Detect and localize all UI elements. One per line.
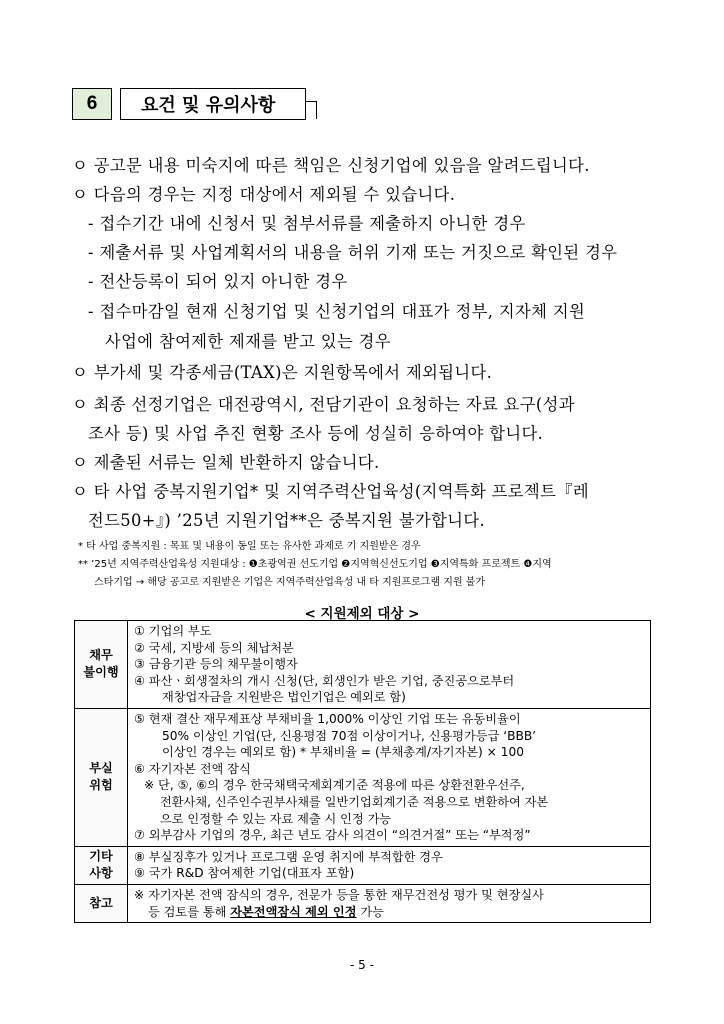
body-line: - 접수기간 내에 신청서 및 첨부서류를 제출하지 아니한 경우 [88, 214, 526, 233]
section-number: 6 [72, 88, 112, 120]
list-item: ② 국세, 지방세 등의 체납처분 [134, 640, 294, 655]
list-item: ※ 자기자본 전액 잠식의 경우, 전문가 등을 통한 재무건전성 평가 및 현장실사 [134, 887, 544, 902]
list-item: 이상인 경우는 예외로 함) * 부채비율 = (부채총계/자기자본) × 100 [162, 745, 525, 760]
body-line: - 접수마감일 현재 신청기업 및 신청기업의 대표가 정부, 지자체 지원 [88, 302, 586, 321]
header-fold-decoration [305, 101, 317, 119]
section-title-text: 요건 및 유의사항 [141, 95, 276, 116]
list-item: ※ 단, ⑤, ⑥의 경우 한국채택국제회계기준 적용에 따른 상환전환우선주, [144, 778, 525, 793]
list-item: ⑤ 현재 결산 재무제표상 부채비율 1,000% 이상인 기업 또는 유동비율이 [134, 711, 521, 726]
table-row [75, 884, 651, 922]
list-item: ④ 파산ㆍ회생절차의 개시 신청(단, 회생인가 받은 기업, 중진공으로부터 [134, 673, 515, 688]
body-line: - 전산등록이 되어 있지 아니한 경우 [88, 272, 348, 291]
items-cell [128, 621, 651, 709]
category-cell [75, 884, 128, 922]
category-label: 기타 사항 [89, 849, 113, 881]
section-title [120, 88, 306, 120]
body-line: - 제출서류 및 사업계획서의 내용을 허위 기재 또는 거짓으로 확인된 경우 [88, 243, 618, 262]
list-item: ① 기업의 부도 [134, 624, 212, 638]
list-item: 50% 이상인 기업(단, 신용평점 70점 이상이거나, 신용평가등급 ‘BBB’ [162, 728, 537, 743]
category-cell [75, 708, 128, 846]
items-cell [128, 846, 651, 884]
list-item: ⑥ 자기자본 전액 잠식 [134, 761, 251, 776]
list-item: 전환사채, 신주인수권부사채를 일반기업회계기준 적용으로 변환하여 자본 [160, 794, 549, 809]
body-line: ㅇ 공고문 내용 미숙지에 따른 책임은 신청기업에 있음을 알려드립니다. [72, 156, 590, 175]
section-header [72, 88, 306, 122]
note-text: 가능 [356, 904, 384, 919]
body-line: 사업에 참여제한 제재를 받고 있는 경우 [105, 332, 391, 351]
body-line: 조사 등) 및 사업 추진 현황 조사 등에 성실히 응하여야 합니다. [88, 424, 544, 443]
category-cell [75, 621, 128, 709]
list-item: 으로 인정할 수 있는 자료 제출 시 인정 가능 [160, 811, 392, 826]
list-item: ⑨ 국가 R&D 참여제한 기업(대표자 포함) [134, 866, 355, 881]
list-item: 재창업자금을 지원받은 법인기업은 예외로 함) [162, 690, 406, 705]
table-row [75, 621, 651, 709]
items-cell [128, 708, 651, 846]
category-label: 부실 위험 [89, 761, 113, 793]
table-caption: < 지원제외 대상 > [304, 606, 420, 622]
body-line: ㅇ 다음의 경우는 지정 대상에서 제외될 수 있습니다. [72, 185, 456, 204]
table-row [75, 846, 651, 884]
body-line: ㅇ 최종 선정기업은 대전광역시, 전담기관이 요청하는 자료 요구(성과 [72, 395, 575, 414]
footnote: * 타 사업 중복지원 : 목표 및 내용이 동일 또는 유사한 과제로 기 지원받은 경우 [78, 541, 421, 552]
exclusion-table [74, 620, 651, 923]
body-line: ㅇ 부가세 및 각종세금(TAX)은 지원항목에서 제외됩니다. [72, 363, 493, 382]
list-item: ③ 금융기관 등의 채무불이행자 [134, 657, 298, 672]
body-line: 전드50+』) ’25년 지원기업**은 중복지원 불가합니다. [88, 511, 486, 530]
category-label: 참고 [89, 896, 113, 910]
emphasis-text: 자본전액잠식 제외 인정 [230, 904, 357, 919]
footnote: 스타기업 → 해당 공고로 지원받은 기업은 지역주력산업육성 내 타 지원프로그램 지원 불가 [94, 577, 486, 588]
body-line: ㅇ 제출된 서류는 일체 반환하지 않습니다. [72, 453, 380, 472]
list-item: ⑦ 외부감사 기업의 경우, 최근 년도 감사 의견이 “의견거절” 또는 “부적정” [134, 828, 531, 843]
note-text: 등 검토를 통해 [148, 904, 231, 919]
list-item: ⑧ 부실징후가 있거나 프로그램 운영 취지에 부적합한 경우 [134, 849, 443, 864]
list-item [134, 904, 644, 921]
table-row [75, 708, 651, 846]
category-cell [75, 846, 128, 884]
items-cell [128, 884, 651, 922]
category-label: 채무 불이행 [83, 648, 119, 680]
body-line: ㅇ 타 사업 중복지원기업* 및 지역주력산업육성(지역특화 프로젝트『레 [72, 482, 590, 501]
page-number: - 5 - [350, 958, 374, 972]
footnote: ** ’25년 지역주력산업육성 지원대상 : ❶초광역권 선도기업 ❷지역혁신선도기업 ❸지역특화 프로젝트 ❹지역 [78, 559, 552, 570]
